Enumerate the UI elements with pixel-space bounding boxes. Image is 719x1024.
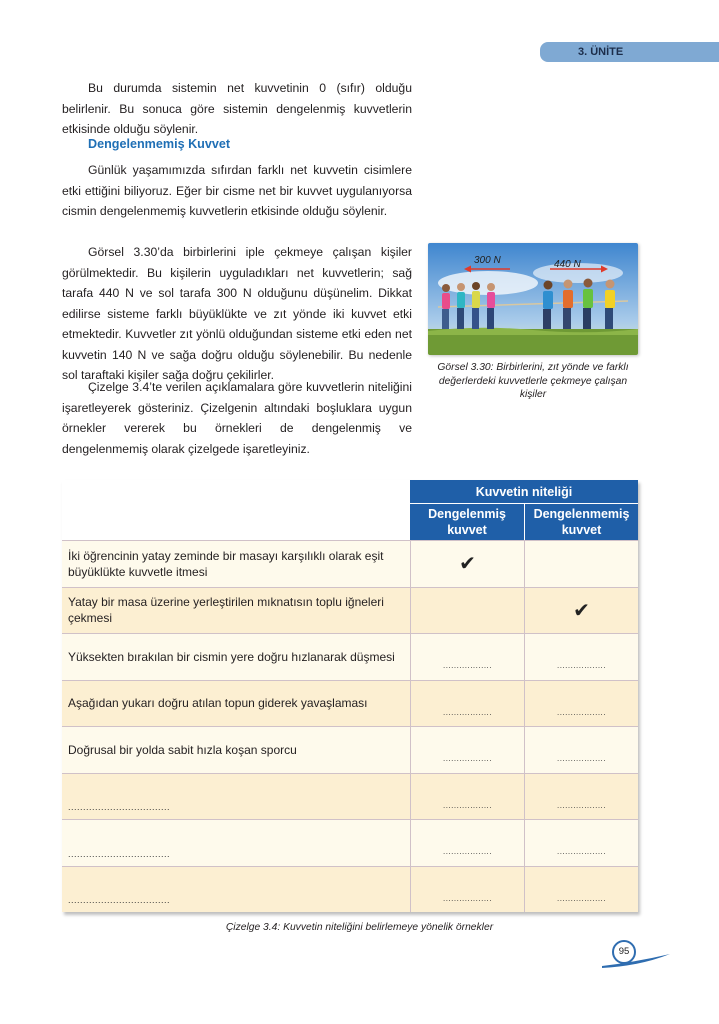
answer-blank: .................. [442, 893, 492, 903]
table-corner [62, 480, 410, 540]
table-row [62, 540, 638, 587]
table-row [62, 726, 638, 773]
unbalanced-cell[interactable] [524, 866, 638, 913]
unbalanced-cell[interactable] [524, 680, 638, 727]
example-blank-row[interactable] [62, 773, 410, 820]
paragraph-instructions: Çizelge 3.4’te verilen açıklamalara göre kuvvetlerin niteliğini işaretleyerek gösteriniz. Çizelgenin altındaki boşluklara uygun örnekler vererek bu örnekleri de dengelenmiş ve dengelenmemiş olarak çizelgede işaretleyiniz. [62, 380, 412, 456]
example-blank-row[interactable] [62, 866, 410, 913]
answer-blank: .................. [442, 754, 492, 764]
unbalanced-cell[interactable] [524, 773, 638, 820]
paragraph-tug-of-war: Görsel 3.30’da birbirlerini iple çekmeye çalışan kişiler görülmektedir. Bu kişilerin uyguladıkları net kuvvetlerin; sağ tarafa 440 N ve sol tarafa 300 N olduğunu düşünelim. Dikkat edilirse sisteme farklı büyüklükte ve zıt yönde iki kuvvet etki etmektedir. Kuvvetler zıt yönlü olduğundan sisteme etki eden net kuvvetin 140 N ve sağa doğru olduğu söylenebilir. Bu nedenle sol taraftaki kişiler sağa doğru çekilirler. [62, 245, 412, 382]
right-force-label: 440 N [554, 259, 581, 270]
answer-blank: .................. [556, 661, 606, 671]
unbalanced-cell[interactable] [524, 633, 638, 680]
table-row [62, 819, 638, 866]
unit-tab: 3. ÜNİTE [540, 42, 719, 62]
answer-blank: .................. [556, 800, 606, 810]
check-mark-icon: ✔ [459, 553, 476, 576]
balanced-cell[interactable] [410, 773, 524, 820]
balanced-cell[interactable] [410, 540, 524, 587]
answer-blank: .................................. [68, 848, 171, 859]
unbalanced-cell[interactable] [524, 587, 638, 634]
page-number: 95 [612, 940, 636, 964]
section-heading: Dengelenmemiş Kuvvet [88, 137, 231, 151]
header-force-quality: Kuvvetin niteliği [410, 480, 638, 504]
balanced-cell[interactable] [410, 866, 524, 913]
row-description: Yüksekten bırakılan bir cismin yere doğru hızlanarak düşmesi [62, 633, 410, 680]
table-row [62, 773, 638, 820]
paragraph-unbalanced: Günlük yaşamımızda sıfırdan farklı net kuvvetin cisimlere etki ettiğini biliyoruz. Eğer bir cisme net bir kuvvet uygulanıyorsa cismin dengelenmemiş kuvvetlerin etkisinde olduğu söylenir. [62, 163, 412, 218]
balanced-cell[interactable] [410, 633, 524, 680]
tug-of-war-photo [428, 243, 638, 355]
table-row [62, 866, 638, 913]
check-mark-icon: ✔ [573, 599, 590, 622]
force-table [62, 480, 638, 912]
answer-blank: .................................. [68, 802, 171, 813]
table-header-row [62, 480, 638, 504]
unbalanced-cell[interactable] [524, 819, 638, 866]
unbalanced-cell[interactable] [524, 726, 638, 773]
left-force-label: 300 N [474, 255, 501, 266]
balanced-cell[interactable] [410, 726, 524, 773]
table-row [62, 633, 638, 680]
answer-blank: .................. [442, 707, 492, 717]
balanced-cell[interactable] [410, 819, 524, 866]
page-number-badge [596, 936, 676, 970]
answer-blank: .................................. [68, 895, 171, 906]
answer-blank: .................. [556, 707, 606, 717]
answer-blank: .................. [442, 800, 492, 810]
header-balanced: Dengelenmiş kuvvet [410, 504, 524, 540]
balanced-cell[interactable] [410, 587, 524, 634]
row-description: Yatay bir masa üzerine yerleştirilen mıknatısın toplu iğneleri çekmesi [62, 587, 410, 634]
table-row [62, 587, 638, 634]
answer-blank: .................. [442, 661, 492, 671]
header-unbalanced: Dengelenmemiş kuvvet [524, 504, 638, 540]
example-blank-row[interactable] [62, 819, 410, 866]
answer-blank: .................. [556, 847, 606, 857]
answer-blank: .................. [556, 893, 606, 903]
table-caption: Çizelge 3.4: Kuvvetin niteliğini belirlemeye yönelik örnekler [225, 922, 494, 933]
paragraph-net-force: Bu durumda sistemin net kuvvetinin 0 (sıfır) olduğu belirlenir. Bu sonuca göre sistemin dengelenmiş kuvvetlerin etkisinde olduğu söylenir. [62, 81, 412, 136]
table-row [62, 680, 638, 727]
row-description: İki öğrencinin yatay zeminde bir masayı karşılıklı olarak eşit büyüklükte kuvvetle itmesi [62, 540, 410, 587]
figure-caption: Görsel 3.30: Birbirlerini, zıt yönde ve farklı değerlerdeki kuvvetlerle çekmeye çalışan kişiler [437, 362, 629, 400]
row-description: Doğrusal bir yolda sabit hızla koşan sporcu [62, 726, 410, 773]
balanced-cell[interactable] [410, 680, 524, 727]
row-description: Aşağıdan yukarı doğru atılan topun giderek yavaşlaması [62, 680, 410, 727]
unbalanced-cell[interactable] [524, 540, 638, 587]
answer-blank: .................. [556, 754, 606, 764]
answer-blank: .................. [442, 847, 492, 857]
